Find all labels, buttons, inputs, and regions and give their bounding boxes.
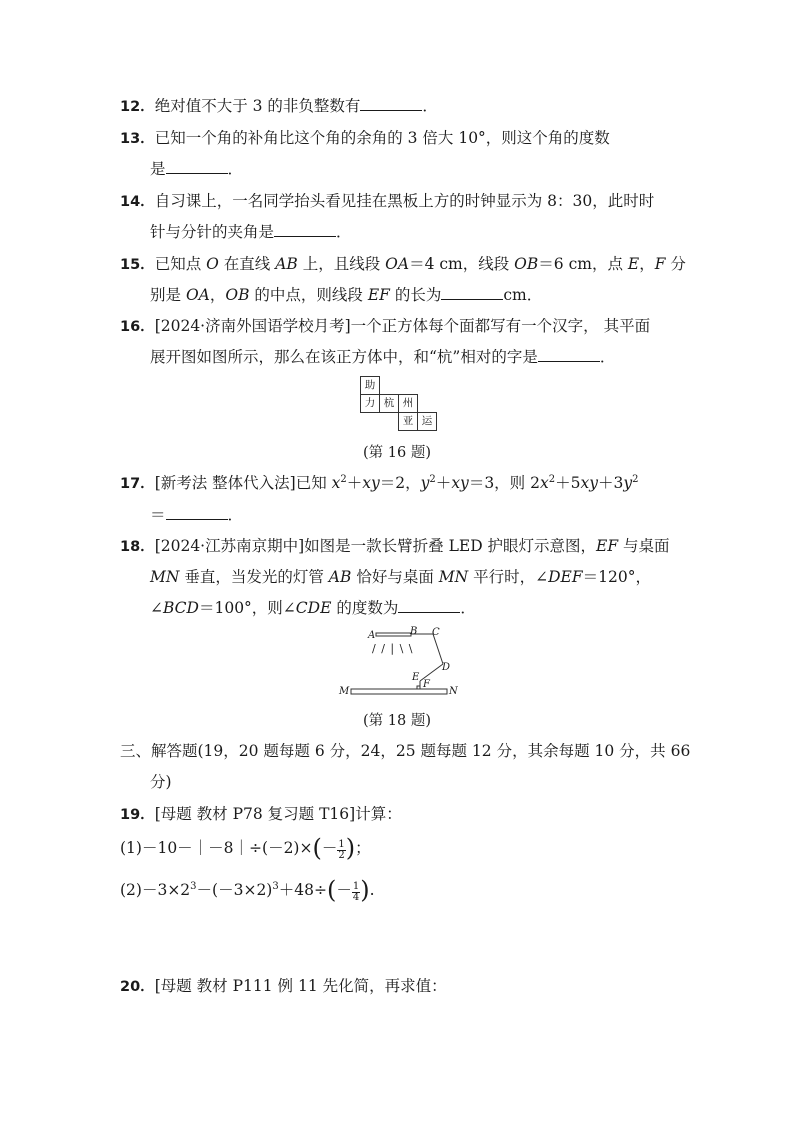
net-cell-hang: 杭 bbox=[379, 394, 399, 413]
question-12: 12．绝对值不大于 3 的非负整数有 ． bbox=[120, 97, 438, 115]
question-18: 18．[2024·江苏南京期中]如图是一款长臂折叠 LED 护眼灯示意图，EF 与桌面 bbox=[120, 537, 670, 555]
label-e: E bbox=[412, 672, 420, 683]
label-n: N bbox=[449, 686, 458, 697]
net-cell-yun: 运 bbox=[417, 412, 437, 431]
net-cell-zhu: 助 bbox=[360, 376, 380, 395]
answer-blank-13[interactable] bbox=[166, 159, 228, 174]
answer-blank-12[interactable] bbox=[360, 96, 422, 111]
fraction-one-quarter: $\frac{1}{4}$ bbox=[352, 881, 360, 903]
question-15: 15．已知点 O 在直线 AB 上，且线段 OA＝4 cm，线段 OB＝6 cm，点 E，F 分 bbox=[120, 255, 686, 273]
led-lamp-figure bbox=[330, 624, 470, 700]
section-3-heading: 三、解答题(19，20 题每题 6 分，24，25 题每题 12 分，其余每题 10 分，共 66 bbox=[120, 742, 691, 760]
label-m: M bbox=[339, 686, 350, 697]
question-19-part-1: (1)－10－｜－8｜÷(－2)×(－ $\frac{1}{2}$ )； bbox=[120, 834, 371, 862]
label-c: C bbox=[432, 627, 440, 638]
question-19: 19．[母题 教材 P78 复习题 T16]计算： bbox=[120, 805, 402, 823]
question-13: 13．已知一个角的补角比这个角的余角的 3 倍大 10°，则这个角的度数 bbox=[120, 129, 610, 147]
answer-blank-17[interactable] bbox=[166, 505, 228, 520]
question-17-line-2: ＝ ． bbox=[150, 506, 244, 524]
net-cell-zhou: 州 bbox=[398, 394, 418, 413]
label-d: D bbox=[442, 662, 451, 673]
figure-caption-18: (第 18 题) bbox=[363, 713, 431, 729]
question-13-line-2: 是 ． bbox=[150, 160, 244, 178]
question-16: 16．[2024·济南外国语学校月考]一个正方体每个面都写有一个汉字， 其平面 bbox=[120, 317, 651, 335]
net-cell-ya: 亚 bbox=[398, 412, 418, 431]
answer-blank-15[interactable] bbox=[441, 285, 503, 300]
figure-caption-16: (第 16 题) bbox=[363, 445, 431, 461]
label-b: B bbox=[410, 626, 418, 637]
net-cell-li: 力 bbox=[360, 394, 380, 413]
fraction-one-half: $\frac{1}{2}$ bbox=[338, 839, 345, 861]
answer-blank-18[interactable] bbox=[398, 598, 460, 613]
question-15-line-2: 别是 OA，OB 的中点，则线段 EF 的长为 cm． bbox=[150, 286, 543, 304]
answer-blank-14[interactable] bbox=[274, 222, 336, 237]
label-a: A bbox=[368, 630, 376, 641]
lamp-tube-ab bbox=[376, 633, 411, 636]
question-20: 20．[母题 教材 P111 例 11 先化简，再求值： bbox=[120, 977, 447, 995]
question-14-line-2: 针与分针的夹角是 ． bbox=[150, 223, 352, 241]
question-17: 17．[新考法 整体代入法]已知 $x^2+xy=2$，$y^2+xy=3$，则 $2x^2+5xy+3y^2$ bbox=[120, 474, 639, 492]
label-f: F bbox=[423, 679, 430, 690]
desk-mn bbox=[351, 689, 447, 694]
answer-blank-16[interactable] bbox=[538, 347, 600, 362]
cube-net-figure bbox=[360, 376, 436, 430]
section-3-heading-line-2: 分) bbox=[150, 773, 172, 791]
question-16-line-2: 展开图如图所示，那么在该正方体中，和“杭”相对的字是 ． bbox=[150, 348, 616, 366]
question-19-part-2: $(2)-3\times 2^3-(-3\times 2)^3+48\div(-$ $\frac{1}{4}$ ). bbox=[120, 876, 375, 904]
question-18-line-2: MN 垂直，当发光的灯管 AB 恰好与桌面 MN 平行时，∠DEF＝120°， bbox=[150, 568, 651, 586]
question-18-line-3: ∠BCD＝100°，则∠CDE 的度数为 ． bbox=[150, 599, 476, 617]
question-14: 14．自习课上，一名同学抬头看见挂在黑板上方的时钟显示为 8：30，此时时 bbox=[120, 192, 655, 210]
light-rays: / / | \ \ bbox=[372, 642, 414, 655]
arm-cd bbox=[433, 634, 443, 664]
